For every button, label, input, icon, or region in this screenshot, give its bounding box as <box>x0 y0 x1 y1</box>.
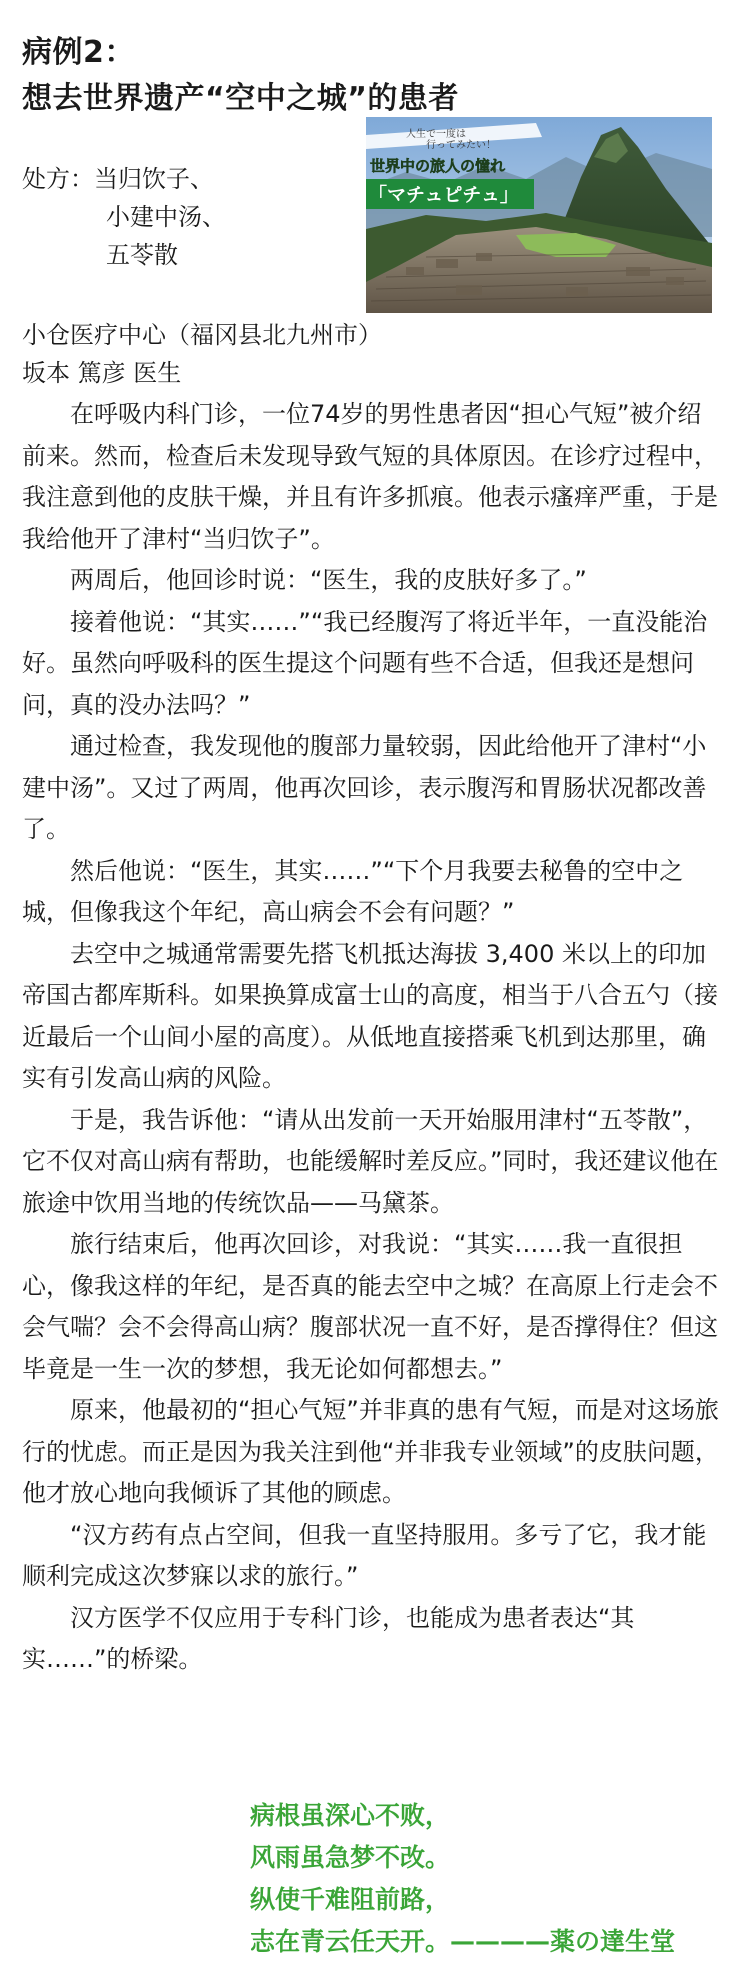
paragraph: 于是，我告诉他：“请从出发前一天开始服用津村“五苓散”，它不仅对高山病有帮助，也能缓解时差反应。”同时，我还建议他在旅途中饮用当地的传统饮品——马黛茶。 <box>22 1105 719 1217</box>
poem-line: 纵使千难阻前路， <box>250 1885 451 1914</box>
poem-line-signature: 志在青云任天开。————薬の達生堂 <box>250 1927 676 1956</box>
clinic-name: 小仓医疗中心（福冈县北九州市） <box>22 321 382 349</box>
hero-caption-small-2: 行ってみたい！ <box>426 140 496 151</box>
prescription-item: 当归饮子、 <box>94 165 214 193</box>
paragraph: 在呼吸内科门诊，一位74岁的男性患者因“担心气短”被介绍前来。然而，检查后未发现导致气短的具体原因。在诊疗过程中，我注意到他的皮肤干燥，并且有许多抓痕。他表示瘙痒严重，于是我给他开了津村“当归饮子”。 <box>22 400 718 553</box>
case-title <box>22 30 459 122</box>
paragraph: 两周后，他回诊时说：“医生，我的皮肤好多了。” <box>70 566 587 594</box>
paragraph: 原来，他最初的“担心气短”并非真的患有气短，而是对这场旅行的忧虑。而正是因为我关注到他“并非我专业领域”的皮肤问题，他才放心地向我倾诉了其他的顾虑。 <box>22 1396 719 1507</box>
prescription-label: 处方： <box>22 165 94 193</box>
case-body <box>22 394 722 1681</box>
prescription-item: 五苓散 <box>106 241 178 269</box>
case-title-line2: 想去世界遗产“空中之城”的患者 <box>22 81 459 116</box>
hero-caption-name: 「マチュピチュ」 <box>368 184 519 206</box>
case-title-line1: 病例2： <box>22 35 135 70</box>
hero-caption-main: 世界中の旅人の憧れ <box>370 157 506 175</box>
paragraph: 接着他说：“其实……”“我已经腹泻了将近半年，一直没能治好。虽然向呼吸科的医生提这个问题有些不合适，但我还是想问问，真的没办法吗？” <box>22 607 708 719</box>
paragraph: 然后他说：“医生，其实……”“下个月我要去秘鲁的空中之城，但像我这个年纪，高山病会不会有问题？” <box>22 856 684 926</box>
poem-line: 病根虽深心不败， <box>250 1801 451 1830</box>
hero-caption-small-1: 人生で一度は <box>406 129 466 140</box>
paragraph: 通过检查，我发现他的腹部力量较弱，因此给他开了津村“小建中汤”。又过了两周，他再次回诊，表示腹泻和胃肠状况都改善了。 <box>22 732 707 843</box>
poem-line: 风雨虽急梦不改。 <box>250 1843 451 1872</box>
closing-poem <box>250 1795 675 1963</box>
paragraph: “汉方药有点占空间，但我一直坚持服用。多亏了它，我才能顺利完成这次梦寐以求的旅行。” <box>22 1520 707 1590</box>
prescription <box>22 160 226 274</box>
paragraph: 去空中之城通常需要先搭飞机抵达海拔 3,400 米以上的印加帝国古都库斯科。如果换算成富士山的高度，相当于八合五勺（接近最后一个山间小屋的高度）。从低地直接搭乘飞机到达那里，确实有引发高山病的风险。 <box>22 939 718 1092</box>
paragraph: 汉方医学不仅应用于专科门诊，也能成为患者表达“其实……”的桥梁。 <box>22 1603 635 1673</box>
doctor-info <box>22 316 382 392</box>
machu-picchu-illustration <box>366 117 712 313</box>
paragraph: 旅行结束后，他再次回诊，对我说：“其实……我一直很担心，像我这样的年纪，是否真的能去空中之城？在高原上行走会不会气喘？会不会得高山病？腹部状况一直不好，是否撑得住？但这毕竟是一生一次的梦想，我无论如何都想去。” <box>22 1230 718 1383</box>
machu-picchu-photo <box>366 117 712 313</box>
doctor-name: 坂本 篤彦 医生 <box>22 359 182 387</box>
prescription-item: 小建中汤、 <box>106 203 226 231</box>
